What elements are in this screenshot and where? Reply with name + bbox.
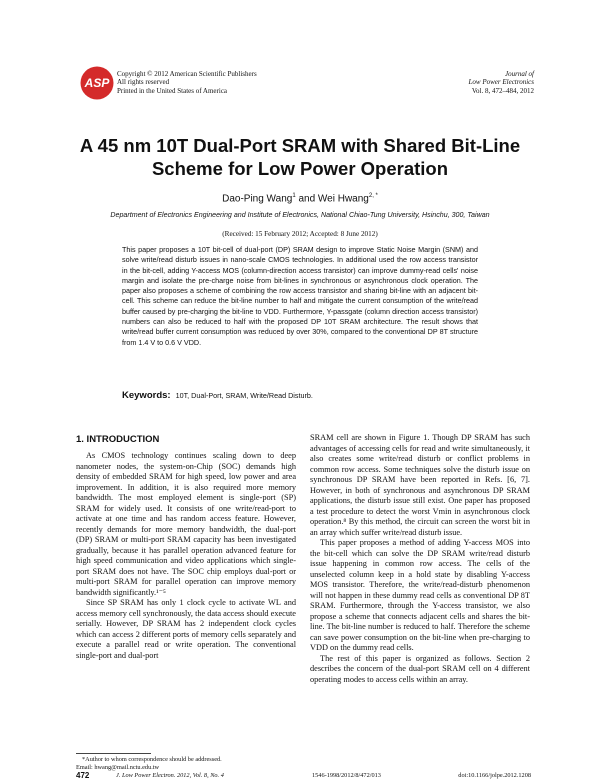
- abstract: This paper proposes a 10T bit-cell of dual-port (DP) SRAM design to improve Static Noise Margin (SNM) and solve write/read disturb issues in nano-scale CMOS technologies. In additional used the row access transistor in the bit-cell, adding Y-access MOS (column-direction access transistor) can improve dummy-read cells' noise margin and isolate the pre-charge noise from bit-lines in synchronous or asynchronous clock operation. The paper also proposes a scheme of combining the row access transistor and sharing bit-line with an adjacent bit-cell. This scheme can reduce the bit-line number to half and mitigate the current consumption of the write/read buffer caused by pre-charging the bit-line to VDD. Furthermore, Y-passgate (column direction access transistor) numbers can also be reduced to half with the proposed DP 10T SRAM architecture. The result shows that write/read buffer current consumption was reduced by over 30%, compared to the conventional DP 8T structure from 1.4 V to 0.6 V VDD.: [122, 245, 478, 347]
- paragraph: Since SP SRAM has only 1 clock cycle to activate WL and access memory cell synchronously, the data access should execute serially. However, DP SRAM has 2 independent clock cycles which can access 2 different ports of memory cells separately and execute a parallel read or write operation. The conventional single-port and dual-port: [76, 598, 296, 660]
- footnote-line: *Author to whom correspondence should be addressed.: [82, 756, 222, 763]
- page-number: 472: [76, 771, 90, 780]
- paragraph: As CMOS technology continues scaling down to deep nanometer nodes, the system-on-Chip (SOC) demands high density of embedded SRAM for high speed, low power and area improvement. In addition, it is also required more memory bandwidth. The most employed element is single-port (SP) SRAM for widely used. It consists of one write/read-port to activate at one time and has random access feature. However, recently demands for more memory bandwidth, the dual-port (DP) SRAM or multi-port SRAM capacity has been investigated gradually, because it has parallel operation advanced feature for high speed communication and video applications which single-port SRAM does not have. The SOC chip employs dual-port or multi-port SRAM for parallel operation can improve memory bandwidth significantly.¹⁻⁵: [76, 451, 296, 597]
- paragraph: The rest of this paper is organized as follows. Section 2 describes the concern of the dual-port SRAM cell on 4 different operating modes to access cells within an array.: [310, 653, 530, 684]
- issn: 1546-1998/2012/8/472/013: [312, 772, 381, 779]
- title-line: A 45 nm 10T Dual-Port SRAM with Shared Bit-Line: [79, 135, 521, 156]
- footnote: [76, 756, 296, 771]
- journal-reference: J. Low Power Electron. 2012, Vol. 8, No. 4: [116, 772, 224, 779]
- paper-title: [60, 134, 540, 180]
- journal-info: [469, 70, 534, 95]
- doi: doi:10.1166/jolpe.2012.1208: [458, 772, 531, 779]
- page-footer: [76, 771, 531, 780]
- asp-logo: [80, 66, 114, 100]
- keywords: [122, 390, 502, 401]
- keywords-value: 10T, Dual-Port, SRAM, Write/Read Disturb.: [175, 391, 313, 400]
- logo-text: ASP: [84, 76, 110, 90]
- author-name: Dao-Ping Wang: [222, 193, 293, 205]
- copyright-line: All rights reserved: [117, 78, 170, 87]
- title-line: Scheme for Low Power Operation: [151, 158, 449, 179]
- footnote-email: Email: hwang@mail.nctu.edu.tw: [76, 763, 160, 771]
- journal-title: Low Power Electronics: [468, 78, 534, 87]
- section-heading: 1. INTRODUCTION: [76, 434, 160, 445]
- received-dates: (Received: 15 February 2012; Accepted: 8 June 2012): [222, 230, 378, 238]
- affiliation: Department of Electronics Engineering and Institute of Electronics, National Chiao-Tung University, Hsinchu, 300, Taiwan: [110, 211, 490, 219]
- author-sup: 1: [292, 193, 296, 199]
- copyright-line: Copyright © 2012 American Scientific Publishers: [117, 70, 257, 78]
- footnote-rule: [76, 753, 151, 754]
- paragraph: This paper proposes a method of adding Y-access MOS into the bit-cell which can solve the DP SRAM write/read disturb issue happening in common row access. The cells of the unselected column keep in a hold state by disabling Y-access MOS transistor. Therefore, the write/read-disturb phenomenon will not happen in these dummy read cells as conventional DP 8T SRAM. Furthermore, through the Y-access transistor, we also propose a scheme that connects adjacent cells and shares the bit-line. The bit-line number is reduced to half. Therefore the scheme can save power consumption on the bit-line when pre-charging to VDD on the dummy read cells.: [310, 538, 530, 652]
- left-column: [76, 451, 296, 661]
- journal-name: Journal of: [505, 70, 534, 78]
- copyright-block: [117, 70, 257, 95]
- paragraph: SRAM cell are shown in Figure 1. Though DP SRAM has such advantages of accessing cells for read and write simultaneously, it also creates some write/read disturb or conflict problems in common row access. Some techniques solve the disturb issue on synchronous DP SRAM have been reported in Refs. [6, 7]. However, in both of synchronous and asynchronous DP SRAM applications, the disturb issue still exist. One paper has proposed a test procedure to detect the worst Vmin in asynchronous clock operation.⁸ By this method, the circuit can screen the worst bit in an array which suffer write/read disturb issue.: [310, 433, 530, 537]
- right-column: [310, 433, 530, 685]
- journal-volume: Vol. 8, 472–484, 2012: [471, 86, 534, 95]
- author-sup: 2, *: [368, 193, 378, 199]
- authors: [60, 193, 540, 204]
- author-and: and: [295, 193, 318, 205]
- author-name: Wei Hwang: [317, 193, 369, 205]
- keywords-label: Keywords:: [122, 390, 171, 401]
- copyright-line: Printed in the United States of America: [117, 86, 228, 95]
